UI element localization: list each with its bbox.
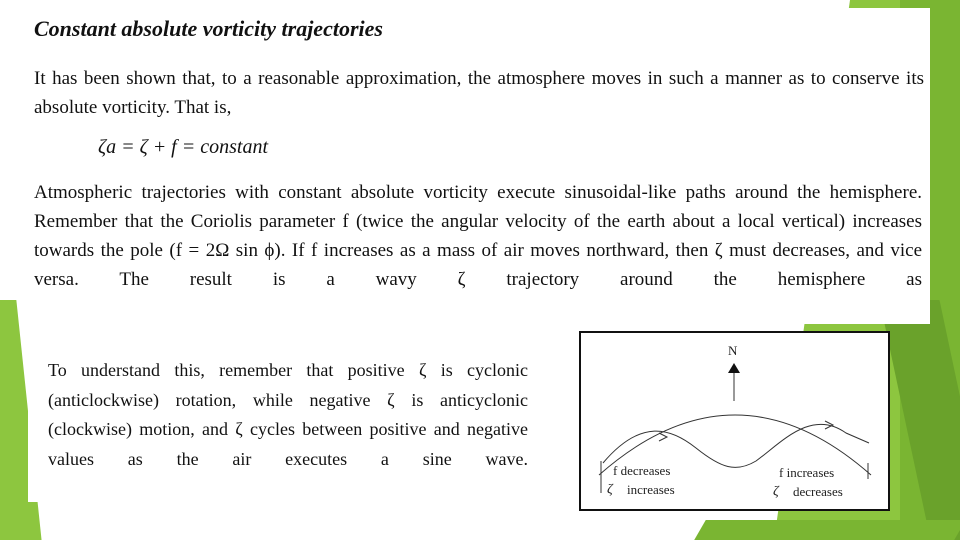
right-zeta-label: decreases — [793, 484, 843, 499]
vorticity-formula: ζa = ζ + f = constant — [98, 136, 269, 158]
left-zeta-symbol: ζ — [607, 482, 613, 497]
trajectory-diagram — [579, 331, 890, 511]
trajectory-diagram-svg — [581, 333, 888, 509]
intro-paragraph: It has been shown that, to a reasonable approximation, the atmosphere moves in such a manner as to conserve its absolute vorticity. That is, — [34, 68, 924, 118]
left-zeta-label: increases — [627, 482, 675, 497]
trajectory-paragraph: Atmospheric trajectories with constant absolute vorticity execute sinusoidal-like paths around the hemisphere. Remember that the Coriolis parameter f (twice the angular velocity of the earth about a local vertical) increases towards the pole (f = 2Ω sin ϕ). If f increases as a mass of air moves northward, then ζ must decreases, and vice versa. The result is a wavy ζ trajectory around the hemisphere as — [34, 182, 922, 290]
north-label: N — [728, 343, 738, 358]
sine-trajectory — [603, 424, 869, 467]
slide-title: Constant absolute vorticity trajectories — [34, 16, 383, 41]
trajectory-arrow-icon — [659, 433, 667, 441]
main-text-panel — [24, 8, 930, 324]
north-arrow-icon — [728, 363, 740, 373]
explanation-panel — [28, 340, 550, 502]
explanation-paragraph: To understand this, remember that positive ζ is cyclonic (anticlockwise) rotation, while negative ζ is anticyclonic (clockwise) motion, and ζ cycles between positive and negative values as the air executes a sine wave. — [48, 360, 528, 469]
right-f-label: f increases — [779, 465, 835, 480]
right-zeta-symbol: ζ — [773, 484, 779, 499]
left-f-label: f decreases — [613, 463, 671, 478]
green-stripe-decoration — [694, 520, 960, 540]
